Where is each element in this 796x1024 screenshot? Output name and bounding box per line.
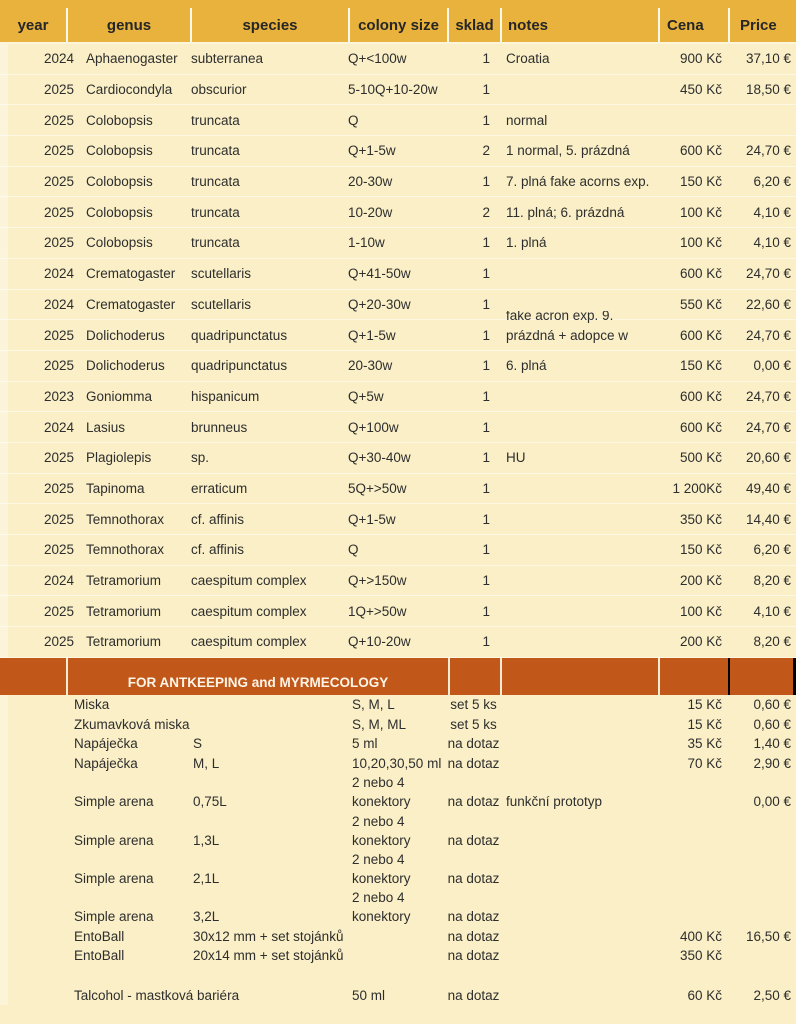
- colony-row: [0, 351, 796, 382]
- colony-row: [0, 627, 796, 658]
- cell-genus: Dolichoderus: [86, 327, 165, 343]
- cell-price-eur: 24,70 €: [745, 266, 791, 282]
- colony-row: [0, 105, 796, 136]
- cell-cena-kc: 200 Kč: [679, 573, 722, 589]
- cell-sklad: 1: [482, 327, 490, 343]
- cell-year: 2025: [43, 82, 74, 98]
- cell-sklad: 1: [482, 511, 490, 527]
- cell-species: erraticum: [191, 480, 248, 496]
- cell-notes: HU: [506, 450, 526, 466]
- cell-price-eur: 2,90 €: [753, 756, 791, 772]
- cell-cena-kc: 400 Kč: [679, 928, 722, 944]
- cell-colony-size: Q+1-5w: [348, 511, 396, 527]
- colony-table-body: [0, 44, 796, 658]
- spacer-row: [0, 966, 796, 986]
- cell-species: truncata: [191, 143, 240, 159]
- cell-size-line1: 2 nebo 4: [352, 890, 405, 906]
- cell-product-name: Simple arena: [74, 909, 154, 925]
- cell-sklad: 1: [482, 573, 490, 589]
- colony-row: [0, 310, 796, 351]
- colony-row: [0, 412, 796, 443]
- cell-product-name: Talcohol - mastková bariéra: [74, 987, 240, 1003]
- cell-size: 10,20,30,50 ml: [352, 756, 442, 772]
- colony-row: [0, 474, 796, 505]
- cell-year: 2025: [43, 143, 74, 159]
- cell-price-eur: 0,00 €: [753, 358, 791, 374]
- cell-genus: Colobopsis: [86, 204, 153, 220]
- cell-species: scutellaris: [191, 266, 252, 282]
- cell-cena-kc: 350 Kč: [679, 948, 722, 964]
- cell-genus: Colobopsis: [86, 143, 153, 159]
- colony-row: [0, 259, 796, 290]
- colony-row: [0, 290, 796, 321]
- cell-year: 2025: [43, 204, 74, 220]
- cell-size: [348, 888, 447, 926]
- cell-price-eur: 24,70 €: [745, 388, 791, 404]
- cell-cena-kc: 15 Kč: [687, 697, 722, 713]
- cell-sklad: 1: [482, 419, 490, 435]
- cell-size-line2: konektory: [352, 870, 411, 886]
- cell-genus: Colobopsis: [86, 112, 153, 128]
- cell-species: brunneus: [191, 419, 248, 435]
- cell-product-name: EntoBall: [74, 928, 125, 944]
- cell-notes: 7. plná fake acorns exp.: [506, 174, 650, 190]
- cell-year: 2024: [43, 573, 74, 589]
- cell-colony-size: Q+100w: [348, 419, 399, 435]
- colony-row: [0, 136, 796, 167]
- cell-cena-kc: 200 Kč: [679, 634, 722, 650]
- cell-species: scutellaris: [191, 296, 252, 312]
- product-row: [0, 754, 796, 774]
- cell-genus: Temnothorax: [86, 511, 165, 527]
- cell-variant: 3,2L: [193, 909, 220, 925]
- cell-cena-kc: 1 200Kč: [672, 480, 722, 496]
- cell-species: subterranea: [191, 51, 264, 67]
- table-header-row: [0, 8, 796, 42]
- cell-colony-size: 10-20w: [348, 204, 393, 220]
- cell-stock: na dotaz: [447, 736, 500, 752]
- cell-product-name: Simple arena: [74, 870, 154, 886]
- cell-year: 2024: [43, 266, 74, 282]
- cell-product-name: Napáječka: [74, 756, 138, 772]
- colony-row: [0, 443, 796, 474]
- product-row: [0, 926, 796, 946]
- cell-year: 2025: [43, 174, 74, 190]
- cell-price-eur: 8,20 €: [753, 573, 791, 589]
- cell-cena-kc: 35 Kč: [687, 736, 722, 752]
- cell-sklad: 1: [482, 603, 490, 619]
- cell-cena-kc: 600 Kč: [679, 388, 722, 404]
- cell-colony-size: 1Q+>50w: [348, 603, 407, 619]
- cell-sklad: 1: [482, 450, 490, 466]
- cell-notes-overflow-line: fake acron exp. 9.: [506, 310, 614, 323]
- column-header-price: Price: [728, 8, 796, 42]
- cell-notes: normal: [506, 112, 548, 128]
- cell-species: cf. affinis: [191, 542, 245, 558]
- cell-species: caespitum complex: [191, 634, 307, 650]
- cell-stock: na dotaz: [447, 928, 500, 944]
- cell-price-eur: 14,40 €: [745, 511, 791, 527]
- cell-stock: set 5 ks: [450, 716, 497, 732]
- cell-cena-kc: 100 Kč: [679, 603, 722, 619]
- cell-size: [348, 773, 447, 811]
- cell-year: 2025: [43, 235, 74, 251]
- product-row: [0, 985, 796, 1005]
- cell-size: S, M, L: [352, 697, 395, 713]
- cell-stock: na dotaz: [447, 756, 500, 772]
- cell-variant: 20x14 mm + set stojánků: [193, 948, 344, 964]
- cell-size: S, M, ML: [352, 716, 407, 732]
- cell-cena-kc: 100 Kč: [679, 235, 722, 251]
- product-row: [0, 946, 796, 966]
- cell-price-eur: 4,10 €: [753, 603, 791, 619]
- cell-colony-size: Q+<100w: [348, 51, 407, 67]
- cell-price-eur: 22,60 €: [745, 296, 791, 312]
- cell-sklad: 1: [482, 296, 490, 312]
- cell-sklad: 1: [482, 358, 490, 374]
- cell-price-eur: 16,50 €: [745, 928, 791, 944]
- cell-size-line1: 2 nebo 4: [352, 775, 405, 791]
- column-header-sklad: sklad: [447, 8, 500, 42]
- banner-cell-sklad: [448, 658, 500, 695]
- cell-sklad: 1: [482, 82, 490, 98]
- cell-species: obscurior: [191, 82, 247, 98]
- cell-stock: na dotaz: [447, 870, 500, 886]
- cell-sklad: 1: [482, 112, 490, 128]
- cell-price-eur: 49,40 €: [745, 480, 791, 496]
- cell-stock: na dotaz: [447, 794, 500, 810]
- cell-product-name: Zkumavková miska: [74, 716, 190, 732]
- cell-price-eur: 24,70 €: [745, 419, 791, 435]
- cell-genus: Temnothorax: [86, 542, 165, 558]
- cell-product-name: Simple arena: [74, 794, 154, 810]
- cell-sklad: 1: [482, 480, 490, 496]
- cell-price-eur: 2,50 €: [753, 987, 791, 1003]
- cell-genus: Cardiocondyla: [86, 82, 173, 98]
- cell-cena-kc: 500 Kč: [679, 450, 722, 466]
- cell-colony-size: Q+20-30w: [348, 296, 411, 312]
- cell-price-eur: 8,20 €: [753, 634, 791, 650]
- cell-year: 2025: [43, 480, 74, 496]
- cell-species: truncata: [191, 112, 240, 128]
- colony-row: [0, 75, 796, 106]
- column-header-species: species: [190, 8, 348, 42]
- cell-variant: 2,1L: [193, 870, 220, 886]
- cell-stock: set 5 ks: [450, 697, 497, 713]
- product-table-body: [0, 695, 796, 1005]
- cell-size-line1: 2 nebo 4: [352, 851, 405, 867]
- cell-colony-size: 5-10Q+10-20w: [348, 82, 438, 98]
- cell-variant: 30x12 mm + set stojánků: [193, 928, 344, 944]
- cell-cena-kc: 150 Kč: [679, 358, 722, 374]
- cell-species: quadripunctatus: [191, 358, 288, 374]
- column-header-genus: genus: [66, 8, 190, 42]
- cell-sklad: 1: [482, 542, 490, 558]
- cell-year: 2025: [43, 603, 74, 619]
- cell-product-name: Napáječka: [74, 736, 138, 752]
- cell-genus: Tapinoma: [86, 480, 145, 496]
- cell-size-line2: konektory: [352, 832, 411, 848]
- column-header-colony-size: colony size: [348, 8, 447, 42]
- cell-price-eur: 20,60 €: [745, 450, 791, 466]
- cell-genus: Crematogaster: [86, 296, 176, 312]
- product-row: [0, 773, 796, 811]
- cell-size-line2: konektory: [352, 909, 411, 925]
- cell-species: cf. affinis: [191, 511, 245, 527]
- cell-variant: 0,75L: [193, 794, 227, 810]
- cell-genus: Colobopsis: [86, 235, 153, 251]
- cell-notes: 1 normal, 5. prázdná: [506, 143, 630, 159]
- cell-year: 2025: [43, 358, 74, 374]
- cell-cena-kc: 70 Kč: [687, 756, 722, 772]
- cell-sklad: 1: [482, 634, 490, 650]
- cell-colony-size: Q: [348, 542, 359, 558]
- cell-notes: 1. plná: [506, 235, 547, 251]
- cell-cena-kc: 600 Kč: [679, 327, 722, 343]
- cell-year: 2025: [43, 450, 74, 466]
- cell-cena-kc: 60 Kč: [687, 987, 722, 1003]
- cell-stock: na dotaz: [447, 832, 500, 848]
- cell-species: truncata: [191, 174, 240, 190]
- cell-genus: Tetramorium: [86, 603, 162, 619]
- cell-notes: funkční prototyp: [506, 794, 603, 810]
- colony-row: [0, 382, 796, 413]
- cell-genus: Aphaenogaster: [86, 51, 178, 67]
- cell-colony-size: Q+1-5w: [348, 327, 396, 343]
- cell-colony-size: Q+5w: [348, 388, 384, 404]
- cell-cena-kc: 100 Kč: [679, 204, 722, 220]
- cell-cena-kc: 900 Kč: [679, 51, 722, 67]
- cell-colony-size: Q+41-50w: [348, 266, 411, 282]
- cell-cena-kc: 15 Kč: [687, 716, 722, 732]
- cell-product-name: Simple arena: [74, 832, 154, 848]
- cell-price-eur: 0,60 €: [753, 716, 791, 732]
- cell-colony-size: 5Q+>50w: [348, 480, 407, 496]
- cell-price-eur: 18,50 €: [745, 82, 791, 98]
- cell-cena-kc: 350 Kč: [679, 511, 722, 527]
- product-row: [0, 714, 796, 734]
- cell-product-name: EntoBall: [74, 948, 125, 964]
- cell-cena-kc: 600 Kč: [679, 419, 722, 435]
- cell-sklad: 1: [482, 235, 490, 251]
- column-header-year: year: [17, 16, 49, 34]
- cell-sklad: 1: [482, 266, 490, 282]
- cell-species: quadripunctatus: [191, 327, 288, 343]
- cell-price-eur: 37,10 €: [745, 51, 791, 67]
- cell-variant: S: [193, 736, 203, 752]
- cell-price-eur: 0,00 €: [753, 794, 791, 810]
- cell-colony-size: 1-10w: [348, 235, 385, 251]
- cell-genus: Lasius: [86, 419, 126, 435]
- cell-genus: Colobopsis: [86, 174, 153, 190]
- cell-variant: M, L: [193, 756, 220, 772]
- colony-row: [0, 44, 796, 75]
- table-header: [0, 0, 796, 44]
- cell-price-eur: 6,20 €: [753, 174, 791, 190]
- cell-year: 2025: [43, 112, 74, 128]
- cell-stock: na dotaz: [447, 909, 500, 925]
- cell-sklad: 2: [482, 143, 490, 159]
- cell-sklad: 1: [482, 51, 490, 67]
- banner-cell-cena: [658, 658, 728, 695]
- cell-genus: Plagiolepis: [86, 450, 152, 466]
- cell-colony-size: Q+10-20w: [348, 634, 411, 650]
- cell-year: 2024: [43, 51, 74, 67]
- cell-stock: na dotaz: [447, 948, 500, 964]
- cell-colony-size: 20-30w: [348, 174, 393, 190]
- cell-size-line1: 2 nebo 4: [352, 813, 405, 829]
- product-row: [0, 811, 796, 849]
- cell-genus: Tetramorium: [86, 573, 162, 589]
- cell-stock: na dotaz: [447, 987, 500, 1003]
- banner-title: FOR ANTKEEPING and MYRMECOLOGY: [66, 658, 448, 695]
- cell-cena-kc: 450 Kč: [679, 82, 722, 98]
- product-row: [0, 888, 796, 926]
- cell-sklad: 1: [482, 174, 490, 190]
- cell-genus: Crematogaster: [86, 266, 176, 282]
- cell-colony-size: Q: [348, 112, 359, 128]
- colony-row: [0, 197, 796, 228]
- colony-row: [0, 535, 796, 566]
- banner-cell-notes: [500, 658, 658, 695]
- cell-year: 2025: [43, 327, 74, 343]
- cell-colony-size: Q+>150w: [348, 573, 407, 589]
- cell-cena-kc: 150 Kč: [679, 174, 722, 190]
- cell-price-eur: 6,20 €: [753, 542, 791, 558]
- cell-price-eur: 0,60 €: [753, 697, 791, 713]
- colony-row: [0, 596, 796, 627]
- cell-notes: prázdná + adopce w fake acron exp. 9.: [506, 310, 628, 343]
- cell-size: [348, 850, 447, 888]
- cell-variant: 1,3L: [193, 832, 220, 848]
- cell-year: 2024: [43, 296, 74, 312]
- colony-row: [0, 504, 796, 535]
- column-header-cena: Cena: [658, 8, 728, 42]
- cell-year: 2025: [43, 634, 74, 650]
- banner-cell-year: [0, 658, 66, 695]
- colony-row: [0, 566, 796, 597]
- cell-year: 2023: [43, 388, 74, 404]
- cell-genus: Tetramorium: [86, 634, 162, 650]
- cell-size: 50 ml: [352, 987, 386, 1003]
- cell-notes: 11. plná; 6. prázdná: [506, 204, 625, 220]
- header-top-strip: [0, 0, 796, 8]
- cell-species: caespitum complex: [191, 573, 307, 589]
- cell-species: truncata: [191, 204, 240, 220]
- cell-colony-size: Q+1-5w: [348, 143, 396, 159]
- product-row: [0, 850, 796, 888]
- cell-genus: Dolichoderus: [86, 358, 165, 374]
- column-header-notes: notes: [500, 8, 658, 42]
- product-row: [0, 734, 796, 754]
- cell-size: 5 ml: [352, 736, 378, 752]
- cell-size: [348, 812, 447, 850]
- cell-product-name: Miska: [74, 697, 110, 713]
- cell-notes: Croatia: [506, 51, 550, 67]
- cell-colony-size: 20-30w: [348, 358, 393, 374]
- cell-size-line2: konektory: [352, 794, 411, 810]
- cell-price-eur: 24,70 €: [745, 143, 791, 159]
- banner-cell-price: [728, 658, 796, 695]
- cell-year: 2025: [43, 542, 74, 558]
- cell-genus: Goniomma: [86, 388, 153, 404]
- cell-species: hispanicum: [191, 388, 260, 404]
- colony-row: [0, 228, 796, 259]
- cell-sklad: 1: [482, 388, 490, 404]
- cell-price-eur: 4,10 €: [753, 204, 791, 220]
- cell-species: truncata: [191, 235, 240, 251]
- cell-year: 2025: [43, 511, 74, 527]
- colony-row: [0, 167, 796, 198]
- section-banner: [0, 658, 796, 695]
- cell-cena-kc: 550 Kč: [679, 296, 722, 312]
- cell-species: caespitum complex: [191, 603, 307, 619]
- cell-species: sp.: [191, 450, 210, 466]
- cell-notes: 6. plná: [506, 358, 547, 374]
- cell-sklad: 2: [482, 204, 490, 220]
- cell-year: 2024: [43, 419, 74, 435]
- cell-cena-kc: 600 Kč: [679, 266, 722, 282]
- cell-price-eur: 1,40 €: [753, 736, 791, 752]
- product-row: [0, 695, 796, 715]
- cell-price-eur: 24,70 €: [745, 327, 791, 343]
- cell-price-eur: 4,10 €: [753, 235, 791, 251]
- cell-cena-kc: 150 Kč: [679, 542, 722, 558]
- cell-colony-size: Q+30-40w: [348, 450, 411, 466]
- cell-cena-kc: 600 Kč: [679, 143, 722, 159]
